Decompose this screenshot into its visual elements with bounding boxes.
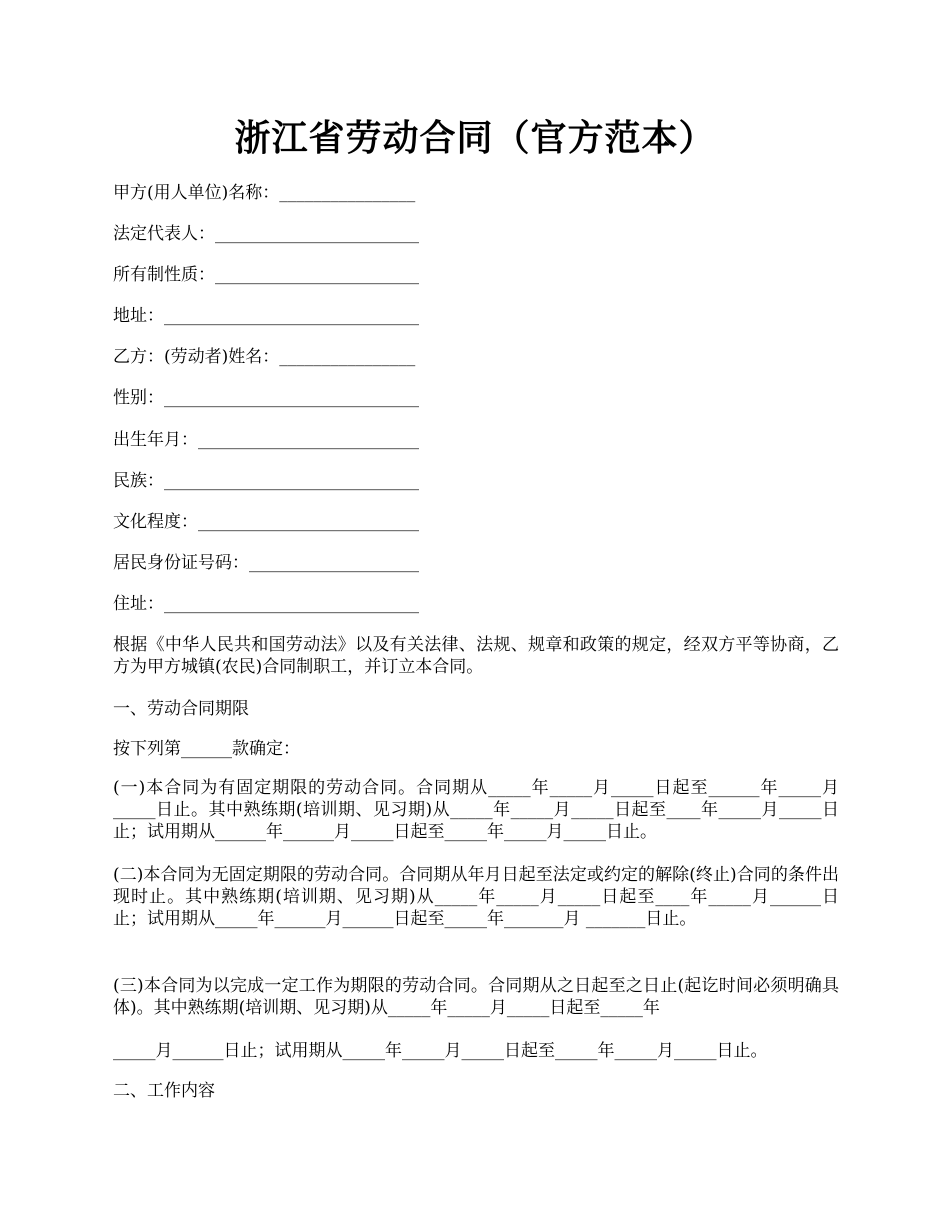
field-ethnicity: 民族：______________________________ bbox=[113, 471, 419, 491]
section1-heading: 一、劳动合同期限 bbox=[113, 699, 249, 719]
section1-choose-line: 按下列第______款确定： bbox=[113, 739, 300, 759]
field-employee-name: 乙方：(劳动者)姓名：________________ bbox=[113, 347, 416, 367]
section2-heading: 二、工作内容 bbox=[113, 1081, 215, 1101]
intro-paragraph: 根据《中华人民共和国劳动法》以及有关法律、法规、规章和政策的规定，经双方平等协商，乙方为甲方城镇(农民)合同制职工，并订立本合同。 bbox=[113, 635, 839, 677]
document-title: 浙江省劳动合同（官方范本） bbox=[234, 117, 716, 159]
field-id-number: 居民身份证号码：____________________ bbox=[113, 553, 419, 573]
field-gender: 性别：______________________________ bbox=[113, 388, 419, 408]
field-address: 地址：______________________________ bbox=[113, 306, 419, 326]
field-ownership-type: 所有制性质：________________________ bbox=[113, 265, 419, 285]
field-residence: 住址：______________________________ bbox=[113, 594, 419, 614]
clause-1: (一)本合同为有固定期限的劳动合同。合同期从_____年_____月_____日起至______年_____月_____日止。其中熟练期(培训期、见习期)从_____年_____月_____日起至____年_____月_____日止；试用期从______年______月_____日起至_____年_____月_____日止。 bbox=[113, 778, 839, 842]
field-legal-representative: 法定代表人：________________________ bbox=[113, 224, 419, 244]
clause-2: (二)本合同为无固定期限的劳动合同。合同期从年月日起至法定或约定的解除(终止)合同的条件出现时止。其中熟练期(培训期、见习期)从_____年_____月_____日起至____年_____月______日止；试用期从_____年______月______日起至_____年_______月 _______日止。 bbox=[113, 865, 839, 929]
field-employer-name: 甲方(用人单位)名称：________________ bbox=[113, 183, 416, 203]
clause-3: (三)本合同为以完成一定工作为期限的劳动合同。合同期从之日起至之日止(起讫时间必须明确具体)。其中熟练期(培训期、见习期)从_____年_____月_____日起至_____年 bbox=[113, 976, 839, 1018]
field-birth-date: 出生年月：__________________________ bbox=[113, 430, 419, 450]
clause-3-continued: _____月______日止；试用期从_____年_____月_____日起至_____年_____月_____日止。 bbox=[113, 1041, 768, 1061]
field-education: 文化程度：__________________________ bbox=[113, 512, 419, 532]
